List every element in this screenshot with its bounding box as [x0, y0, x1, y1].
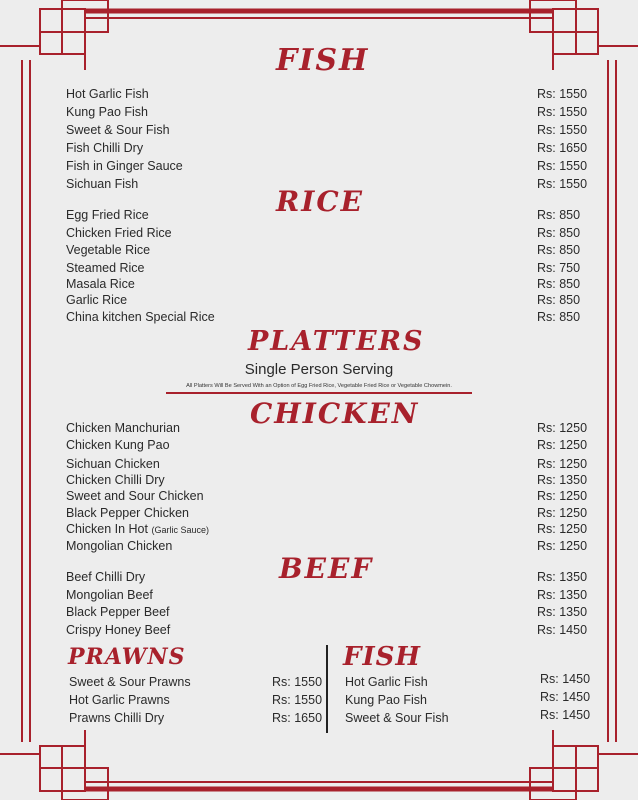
- list-item: Black Pepper Chicken: [66, 506, 189, 520]
- list-item: China kitchen Special Rice: [66, 310, 215, 324]
- price: Rs: 1550: [537, 159, 588, 173]
- price: Rs: 1450: [540, 672, 591, 686]
- price: Rs: 1250: [537, 489, 588, 503]
- price: Rs: 1250: [537, 457, 588, 471]
- list-item: Hot Garlic Fish: [345, 675, 428, 689]
- list-item: Crispy Honey Beef: [66, 623, 171, 637]
- list-item: Fish in Ginger Sauce: [66, 159, 183, 173]
- price: Rs: 850: [537, 277, 581, 291]
- list-item: Sichuan Chicken: [66, 457, 160, 471]
- list-item: Fish Chilli Dry: [66, 141, 144, 155]
- price: Rs: 850: [537, 293, 581, 307]
- list-item: Sweet & Sour Fish: [66, 123, 170, 137]
- list-item: Steamed Rice: [66, 261, 145, 275]
- item-note: (Garlic Sauce): [151, 525, 209, 535]
- fish-heading: FISH: [276, 43, 370, 78]
- price: Rs: 1350: [537, 570, 588, 584]
- price: Rs: 1650: [272, 711, 323, 725]
- list-item: Sweet and Sour Chicken: [66, 489, 204, 503]
- beef-heading: BEEF: [279, 552, 374, 585]
- price: Rs: 1550: [537, 123, 588, 137]
- price: Rs: 1650: [537, 141, 588, 155]
- list-item: Sweet & Sour Prawns: [69, 675, 191, 689]
- price: Rs: 1250: [537, 438, 588, 452]
- price: Rs: 1450: [540, 690, 591, 704]
- list-item: Chicken Manchurian: [66, 421, 180, 435]
- price: Rs: 1350: [537, 588, 588, 602]
- chicken-heading: CHICKEN: [250, 397, 420, 430]
- price: Rs: 850: [537, 226, 581, 240]
- price: Rs: 750: [537, 261, 581, 275]
- serving-subtitle: Single Person Serving: [244, 361, 394, 378]
- divider: [166, 392, 472, 394]
- platters-heading: PLATTERS: [248, 326, 425, 357]
- list-item: Beef Chilli Dry: [66, 570, 146, 584]
- price: Rs: 1250: [537, 506, 588, 520]
- price: Rs: 1350: [537, 605, 588, 619]
- list-item: Chicken Chilli Dry: [66, 473, 165, 487]
- item-name: Chicken In Hot: [66, 522, 148, 536]
- list-item: Masala Rice: [66, 277, 135, 291]
- price: Rs: 1550: [537, 87, 588, 101]
- list-item: Prawns Chilli Dry: [69, 711, 165, 725]
- list-item: Black Pepper Beef: [66, 605, 170, 619]
- list-item: Sweet & Sour Fish: [345, 711, 449, 725]
- list-item: Garlic Rice: [66, 293, 128, 307]
- price: Rs: 850: [537, 243, 581, 257]
- list-item: Sichuan Fish: [66, 177, 139, 191]
- list-item: Hot Garlic Prawns: [69, 693, 170, 707]
- price: Rs: 1450: [540, 708, 591, 722]
- list-item: Chicken Kung Pao: [66, 438, 170, 452]
- price: Rs: 1250: [537, 421, 588, 435]
- list-item: Kung Pao Fish: [345, 693, 427, 707]
- price: Rs: 1550: [272, 693, 323, 707]
- platter-fish-heading: FISH: [343, 642, 421, 672]
- price: Rs: 1250: [537, 539, 588, 553]
- price: Rs: 1550: [272, 675, 323, 689]
- price: Rs: 1550: [537, 105, 588, 119]
- platter-note: All Platters Will Be Served With an Option of Egg Fried Rice, Vegetable Fried Rice or Vegetable Chowmein.: [186, 383, 452, 389]
- list-item: Vegetable Rice: [66, 243, 151, 257]
- list-item: Hot Garlic Fish: [66, 87, 149, 101]
- list-item: [66, 522, 209, 538]
- price: Rs: 1450: [537, 623, 588, 637]
- price: Rs: 1250: [537, 522, 588, 536]
- rice-heading: RICE: [276, 185, 364, 218]
- price: Rs: 850: [537, 208, 581, 222]
- prawns-heading: PRAWNS: [68, 644, 186, 670]
- list-item: Mongolian Beef: [66, 588, 153, 602]
- price: Rs: 1350: [537, 473, 588, 487]
- price: Rs: 850: [537, 310, 581, 324]
- list-item: Egg Fried Rice: [66, 208, 149, 222]
- list-item: Chicken Fried Rice: [66, 226, 172, 240]
- list-item: Mongolian Chicken: [66, 539, 173, 553]
- price: Rs: 1550: [537, 177, 588, 191]
- list-item: Kung Pao Fish: [66, 105, 148, 119]
